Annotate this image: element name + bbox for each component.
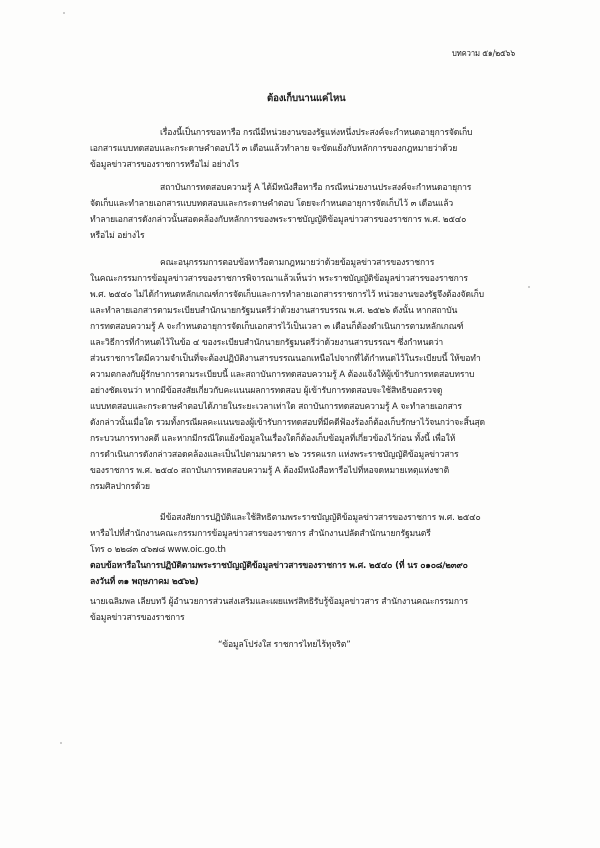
detail-line: ทำลายเอกสารดังกล่าวนั้นสอดคล้องกับหลักการของพระราชบัญญัติข้อมูลข่าวสารของราชการ พ.ศ. ๒๕๔๐ (90, 215, 467, 225)
answer-line: ของราชการ พ.ศ. ๒๕๔๐ สถาบันการทดสอบความรู้ A ต้องมีหนังสือหารือไปที่หอจดหมายเหตุแห่งชาติ (90, 466, 450, 476)
answer-line: การทดสอบความรู้ A จะกำหนดอายุการจัดเก็บเอกสารไว้เป็นเวลา ๓ เดือนก็ต้องดำเนินการตามหลักเกณฑ์ (90, 322, 464, 332)
question-line: เรื่องนี้เป็นการขอหารือ กรณีมีหน่วยงานของรัฐแห่งหนึ่งประสงค์จะกำหนดอายุการจัดเก็บ (160, 128, 473, 138)
contact-line: โทร ๐ ๒๒๘๓ ๔๖๗๘ www.oic.go.th (90, 545, 226, 555)
answer-line: ความตกลงกับผู้รักษาการตามระเบียบนี้ และสถาบันการทดสอบความรู้ A ต้องแจ้งให้ผู้เข้ารับการทดสอบทราบ (90, 370, 475, 380)
answer-line: การดำเนินการดังกล่าวสอดคล้องและเป็นไปตามมาตรา ๒๖ วรรคแรก แห่งพระราชบัญญัติข้อมูลข่าวสาร (90, 450, 459, 460)
reference-line: ตอบข้อหารือในการปฏิบัติตามพระราชบัญญัติข้อมูลข่าวสารของราชการ พ.ศ. ๒๕๔๐ (ที่ นร ๐๑๐๘/๒๓๙๐ (90, 561, 468, 571)
answer-line: กระบวนการทางคดี และหากมีกรณีใดแย้งข้อมูลในเรื่องใดก็ต้องเก็บข้อมูลที่เกี่ยวข้องไว้ก่อน ทั้งนี้ เพื่อให้ (90, 434, 456, 444)
answer-line: แบบทดสอบและกระดาษคำตอบได้ภายในระยะเวลาเท่าใด สถาบันการทดสอบความรู้ A จะทำลายเอกสาร (90, 402, 462, 412)
answer-line: ดังกล่าวนั้นเมื่อใด รวมทั้งกรณีผลคะแนนของผู้เข้ารับการทดสอบที่มีคดีฟ้องร้องก็ต้องเก็บรักษาไว้จนกว่าจะสิ้นสุด (90, 418, 485, 428)
reference-line: ลงวันที่ ๓๑ พฤษภาคม ๒๕๖๒) (90, 577, 199, 587)
answer-line: ส่วนราชการใดมีความจำเป็นที่จะต้องปฏิบัติงานสารบรรณนอกเหนือไปจากที่ได้กำหนดไว้ในระเบียบนี้ ให้ขอทำ (90, 354, 481, 364)
answer-line: และทำลายเอกสารตามระเบียบสำนักนายกรัฐมนตรีว่าด้วยงานสารบรรณ พ.ศ. ๒๕๒๖ ดังนั้น หากสถาบัน (90, 306, 458, 316)
detail-line: จัดเก็บและทำลายเอกสารแบบทดสอบและกระดาษคำตอบ โดยจะกำหนดอายุการจัดเก็บไว้ ๓ เดือนแล้ว (90, 199, 454, 209)
detail-line: หรือไม่ อย่างไร (90, 231, 145, 241)
contact-line: มีข้อสงสัยการปฏิบัติและใช้สิทธิตามพระราชบัญญัติข้อมูลข่าวสารของราชการ พ.ศ. ๒๕๔๐ (160, 513, 481, 523)
slogan: “ข้อมูลโปร่งใส ราชการไทยไร้ทุจริต” (218, 640, 351, 650)
article-number: บทความ ๕๑/๒๕๖๖ (452, 49, 516, 59)
answer-line: และวิธีการที่กำหนดไว้ในข้อ ๔ ของระเบียบสำนักนายกรัฐมนตรีว่าด้วยงานสารบรรณฯ ซึ่งกำหนดว่า (90, 338, 444, 348)
answer-line: ในคณะกรรมการข้อมูลข่าวสารของราชการพิจารณาแล้วเห็นว่า พระราชบัญญัติข้อมูลข่าวสารของราชการ (90, 274, 468, 284)
author-line: ข้อมูลข่าวสารของราชการ (90, 613, 185, 623)
answer-line: คณะอนุกรรมการตอบข้อหารือตามกฎหมายว่าด้วยข้อมูลข่าวสารของราชการ (160, 258, 435, 268)
contact-line: หารือไปที่สำนักงานคณะกรรมการข้อมูลข่าวสารของราชการ สำนักงานปลัดสำนักนายกรัฐมนตรี (90, 529, 431, 539)
scan-speck (60, 742, 62, 744)
question-line: เอกสารแบบทดสอบและกระดาษคำตอบไว้ ๓ เดือนแล้วทำลาย จะขัดแย้งกับหลักการของกฎหมายว่าด้วย (90, 144, 458, 154)
answer-line: กรมศิลปากรด้วย (90, 482, 150, 492)
detail-line: สถาบันการทดสอบความรู้ A ได้มีหนังสือหารือ กรณีหน่วยงานประสงค์จะกำหนดอายุการ (160, 183, 472, 193)
answer-line: พ.ศ. ๒๕๔๐ ไม่ได้กำหนดหลักเกณฑ์การจัดเก็บและการทำลายเอกสารราชการไว้ หน่วยงานของรัฐจึงต้องจัดเก็บ (90, 290, 484, 300)
answer-line: อย่างชัดเจนว่า หากมีข้อสงสัยเกี่ยวกับคะแนนผลการทดสอบ ผู้เข้ารับการทดสอบจะใช้สิทธิขอตรวจดู (90, 386, 443, 396)
question-line: ข้อมูลข่าวสารของราชการหรือไม่ อย่างไร (90, 160, 239, 170)
scan-speck (528, 286, 530, 288)
document-title: ต้องเก็บนานแค่ไหน (267, 93, 346, 104)
scan-speck (63, 12, 65, 14)
author-line: นายเฉลิมพล เลียบทวี ผู้อำนวยการส่วนส่งเสริมและเผยแพร่สิทธิรับรู้ข้อมูลข่าวสาร สำนักงานคณะกรรมการ (90, 597, 469, 607)
